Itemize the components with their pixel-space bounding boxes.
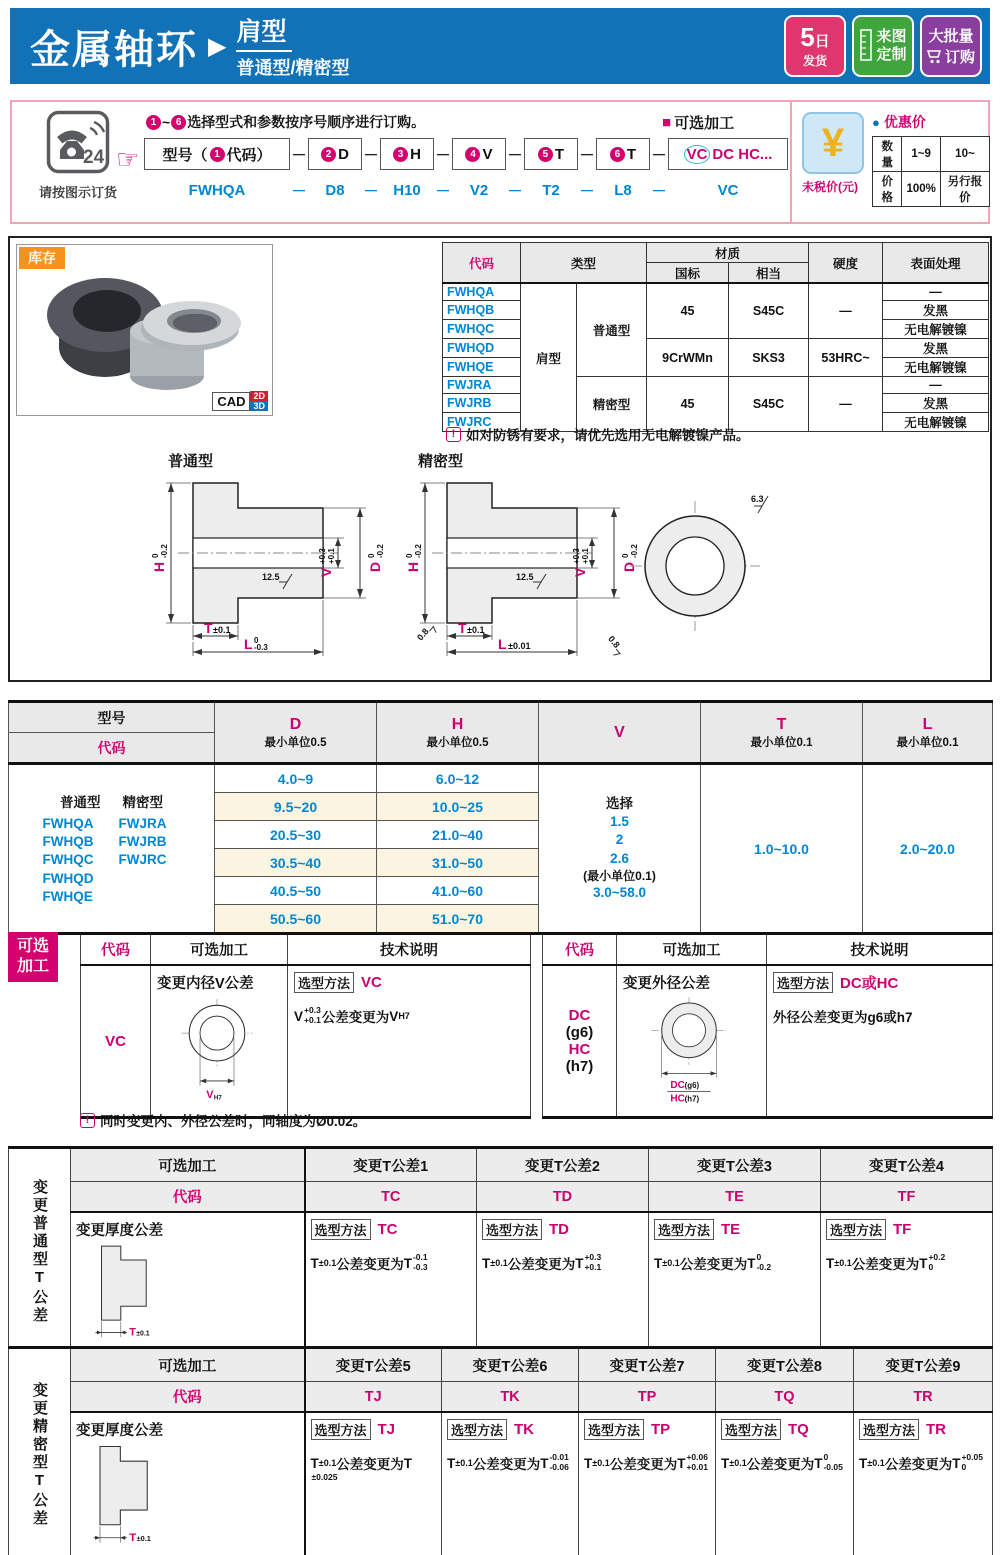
table-row (9, 1412, 993, 1555)
dash: － (435, 183, 451, 200)
code-tc: TC (305, 1182, 477, 1213)
v-unit: (最小单位0.1) (583, 868, 656, 883)
process-title: 变更内径V公差 (157, 976, 254, 992)
row-title: 变更厚度公差 (76, 1423, 163, 1439)
type-precision: 精密型 (577, 377, 647, 432)
circled-1: 1 (146, 115, 161, 130)
t-tolerance-table-precision (8, 1346, 993, 1555)
option-code-vc: VC (81, 965, 151, 1118)
ship-label: 发货 (802, 53, 827, 68)
rust-note (446, 424, 750, 444)
qty-header: 数量 (873, 137, 902, 172)
stock-badge: 库存 (19, 247, 65, 269)
svg-text:+0.3: +0.3 (318, 548, 327, 564)
discount-title (872, 112, 990, 132)
surface-treatment: 发黑 (883, 339, 989, 358)
header-d: D 最小单位0.5 (215, 702, 377, 764)
code-tq: TQ (716, 1382, 854, 1413)
svg-text:0.8: 0.8 (606, 633, 622, 650)
price-table (872, 136, 990, 207)
svg-text:D: D (621, 561, 637, 572)
svg-text:24: 24 (83, 147, 105, 168)
cad-label[interactable]: CAD (212, 392, 250, 411)
tolerance-cell: 选型方法 TC T ±0.1 公差变更为 T -0.1 -0.3 (305, 1212, 477, 1357)
header-v: V (539, 702, 701, 764)
dash: － (507, 146, 523, 164)
svg-text:V: V (206, 1088, 214, 1101)
t-tolerance-table-normal (8, 1146, 993, 1358)
material-equiv: S45C (729, 283, 809, 339)
pattern-box-h: 3 H (380, 138, 434, 170)
table-row (443, 283, 989, 301)
part-code: FWJRA (443, 377, 521, 394)
drawing-normal-type (138, 468, 388, 664)
untaxed-price-caption: 未税价(元) (802, 180, 858, 194)
svg-text:D: D (367, 561, 383, 572)
header-t7: 变更T公差7 (579, 1348, 716, 1382)
side-label-cell (9, 1348, 71, 1555)
header-t3: 变更T公差3 (649, 1148, 821, 1182)
d-range: 4.0~9 (215, 764, 377, 793)
qty-range-2: 10~ (940, 137, 989, 172)
example-d: D8 (325, 182, 345, 199)
code-tk: TK (442, 1382, 579, 1413)
header-code: 代码 (543, 934, 617, 966)
hardness: — (809, 377, 883, 432)
pattern-box-t: 5 T (524, 138, 578, 170)
svg-text:T: T (129, 1532, 137, 1545)
tolerance-cell: 选型方法 TE T ±0.1 公差变更为 T 0 -0.2 (649, 1212, 821, 1357)
header-l: L 最小单位0.1 (863, 702, 993, 764)
phone-order-block (26, 110, 130, 201)
svg-text:12.5: 12.5 (516, 572, 534, 582)
description-cell: 选型方法 VC V +0.3 +0.1 公差变更为 V H7 (288, 965, 531, 1118)
process-cell (151, 965, 288, 1118)
h-range: 31.0~50 (377, 849, 539, 877)
circled-4: 4 (465, 147, 480, 162)
circled-6: 6 (610, 147, 625, 162)
d-range: 40.5~50 (215, 877, 377, 905)
tolerance-cell: 选型方法 TR T ±0.1 公差变更为 T +0.05 0 (854, 1412, 993, 1555)
ship-day-char: 日 (814, 32, 830, 50)
custom-label-2: 定制 (876, 46, 907, 63)
dash: － (435, 146, 451, 164)
svg-text:-0.2: -0.2 (630, 544, 639, 558)
col-header-hardness: 硬度 (809, 243, 883, 284)
ruler-icon (859, 29, 873, 63)
header-description: 技术说明 (288, 934, 531, 966)
yen-icon: ¥ (802, 112, 864, 174)
example-model: FWHQA (188, 182, 246, 199)
material-gb: 45 (647, 283, 729, 339)
svg-text:±0.1: ±0.1 (467, 625, 485, 635)
drawing-label-normal: 普通型 (168, 453, 214, 470)
price-panel (790, 102, 990, 222)
subtitle-variants: 普通型/精密型 (236, 58, 350, 78)
header-code: 代码 (9, 733, 215, 764)
surface-treatment: — (883, 283, 989, 301)
part-code: FWJRC (443, 413, 521, 432)
coaxiality-note-text: 同时变更内、外径公差时，同轴度为Ø0.02。 (100, 1114, 367, 1129)
col-header-equiv: 相当 (729, 263, 809, 284)
product-photo (17, 245, 270, 413)
pattern-box-options: VC DC HC... (668, 138, 788, 170)
header-process: 可选加工 (71, 1348, 305, 1382)
pattern-box-l: 6 T (596, 138, 650, 170)
tolerance-cell: 选型方法 TQ T ±0.1 公差变更为 T 0 -0.05 (716, 1412, 854, 1555)
header-t1: 变更T公差1 (305, 1148, 477, 1182)
bore-tolerance-drawing (157, 993, 277, 1101)
example-vc: VC (717, 182, 739, 199)
table-row (543, 965, 993, 1118)
example-l: L8 (614, 182, 632, 199)
price-value-2: 另行报价 (940, 172, 989, 207)
tolerance-cell: 选型方法 TF T ±0.1 公差变更为 T +0.2 0 (821, 1212, 993, 1357)
surface-treatment: 发黑 (883, 301, 989, 320)
tolerance-cell: 选型方法 TD T ±0.1 公差变更为 T +0.3 +0.1 (477, 1212, 649, 1357)
h-range: 51.0~70 (377, 905, 539, 934)
svg-text:±0.1: ±0.1 (213, 625, 231, 635)
dash: － (291, 146, 307, 164)
dash: － (579, 183, 595, 200)
ship-days: 5 (800, 21, 815, 52)
side-label-cell (9, 1148, 71, 1357)
arrow-right-icon: ▶ (208, 32, 227, 60)
subtitle-type: 肩型 (236, 12, 292, 52)
header-description: 技术说明 (767, 934, 993, 966)
instruction-text: 选择型式和参数按序号顺序进行订购。 (187, 114, 426, 130)
header-t5: 变更T公差5 (305, 1348, 442, 1382)
phone-24-icon (46, 110, 110, 174)
header-code: 代码 (71, 1382, 305, 1413)
svg-text:0: 0 (405, 553, 414, 558)
part-code: FWHQC (443, 320, 521, 339)
table-row (81, 965, 531, 1118)
svg-text:+0.1: +0.1 (581, 548, 590, 564)
col-header-code: 代码 (443, 243, 521, 284)
method-box: 选型方法 (294, 972, 354, 993)
tilde: ~ (162, 114, 171, 130)
svg-text:V: V (572, 567, 588, 577)
header-model: 型号 (9, 702, 215, 733)
dimension-table (8, 700, 993, 935)
normal-label: 普通型 (60, 794, 101, 810)
d-range: 20.5~30 (215, 821, 377, 849)
tolerance-cell: 选型方法 TK T ±0.1 公差变更为 T -0.01 -0.06 (442, 1412, 579, 1555)
code-td: TD (477, 1182, 649, 1213)
drawing-front-view (620, 478, 800, 638)
svg-text:-0.2: -0.2 (414, 544, 423, 558)
thickness-drawing (76, 1240, 181, 1344)
material-gb: 45 (647, 377, 729, 432)
od-tolerance-drawing (623, 993, 755, 1105)
part-code: FWHQA (443, 283, 521, 301)
code-te: TE (649, 1182, 821, 1213)
header-t: T 最小单位0.1 (701, 702, 863, 764)
material-gb: 9CrWMn (647, 339, 729, 377)
optional-machining-badge: 可选 加工 (8, 932, 58, 982)
optional-machining-flag (662, 112, 734, 133)
surface-mark-left (415, 621, 438, 645)
svg-text:-0.2: -0.2 (160, 544, 169, 558)
cart-icon (927, 49, 943, 64)
page-header (10, 8, 990, 84)
svg-text:T: T (204, 620, 213, 636)
method-box: 选型方法 (773, 972, 833, 993)
pointing-hand-icon: ☞ (116, 144, 140, 174)
materials-table (442, 242, 989, 432)
l-range: 2.0~20.0 (863, 764, 993, 934)
header-code: 代码 (71, 1182, 305, 1213)
code-tj: TJ (305, 1382, 442, 1413)
circled-2: 2 (321, 147, 336, 162)
header-h: H 最小单位0.5 (377, 702, 539, 764)
dash: － (291, 183, 307, 200)
custom-label-1: 来图 (876, 28, 907, 45)
surface-treatment: 发黑 (883, 394, 989, 413)
t-range: 1.0~10.0 (701, 764, 863, 934)
part-code: FWJRB (443, 394, 521, 413)
svg-text:-0.2: -0.2 (376, 544, 385, 558)
precision-label: 精密型 (122, 794, 163, 810)
square-icon: ■ (662, 114, 672, 131)
process-cell (617, 965, 767, 1118)
svg-text:0.8: 0.8 (415, 626, 431, 643)
od-tolerance-text: 外径公差变更为g6或h7 (773, 1010, 913, 1025)
svg-text:HC: HC (670, 1093, 685, 1105)
drawing-precision-type (392, 468, 642, 664)
svg-text:+0.1: +0.1 (327, 548, 336, 564)
example-t: T2 (542, 182, 560, 199)
hardness: 53HRC~ (809, 339, 883, 377)
svg-text:0: 0 (254, 636, 259, 645)
header-process: 可选加工 (617, 934, 767, 966)
svg-text:H: H (405, 561, 421, 572)
process-title: 变更外径公差 (623, 976, 710, 992)
type-normal: 普通型 (577, 283, 647, 377)
side-label: 变更精密型T公差 (31, 1382, 48, 1528)
header-code: 代码 (81, 934, 151, 966)
svg-text:V: V (318, 567, 334, 577)
dash: － (363, 146, 379, 164)
thickness-cell (71, 1412, 305, 1555)
bulk-label-1: 大批量 (928, 28, 974, 45)
ordering-section (10, 100, 990, 224)
dot-icon: ● (872, 114, 880, 130)
example-h: H10 (393, 182, 421, 199)
custom-badge (852, 15, 914, 77)
part-code: FWHQE (443, 358, 521, 377)
col-header-material: 材质 (647, 243, 809, 263)
code-tp: TP (579, 1382, 716, 1413)
v-select-label: 选择 (606, 795, 633, 811)
row-title: 变更厚度公差 (76, 1223, 163, 1239)
table-row (9, 1212, 993, 1357)
dash: － (651, 183, 667, 200)
page-title: 金属轴环 (30, 27, 198, 72)
header-t6: 变更T公差6 (442, 1348, 579, 1382)
part-code: FWHQD (443, 339, 521, 358)
header-process: 可选加工 (151, 934, 288, 966)
pattern-box-d: 2 D (308, 138, 362, 170)
pattern-box-v: 4 V (452, 138, 506, 170)
part-code: FWHQB (443, 301, 521, 320)
svg-text:-0.3: -0.3 (254, 643, 268, 652)
header-t4: 变更T公差4 (821, 1148, 993, 1182)
qty-range-1: 1~9 (902, 137, 940, 172)
product-photo-frame (16, 244, 273, 416)
header-t9: 变更T公差9 (854, 1348, 993, 1382)
circled-6: 6 (171, 115, 186, 130)
ordering-instruction (146, 112, 425, 132)
optional-table-od (542, 932, 993, 1119)
material-equiv: S45C (729, 377, 809, 432)
svg-text:0: 0 (621, 553, 630, 558)
d-range: 30.5~40 (215, 849, 377, 877)
optional-table-bore (80, 932, 531, 1119)
surface-treatment: 无电解镀镍 (883, 413, 989, 432)
surface-treatment: 无电解镀镍 (883, 320, 989, 339)
svg-text:(h7): (h7) (684, 1094, 700, 1104)
price-header: 价格 (873, 172, 902, 207)
svg-text:DC: DC (670, 1079, 685, 1091)
bulk-badge (920, 15, 982, 77)
svg-text:0: 0 (151, 553, 160, 558)
d-range: 9.5~20 (215, 793, 377, 821)
dash: － (651, 146, 667, 164)
svg-text:0: 0 (367, 553, 376, 558)
drawing-label-precision: 精密型 (418, 453, 464, 470)
product-section (8, 236, 992, 682)
svg-text:L: L (244, 636, 253, 652)
svg-text:T: T (129, 1326, 136, 1339)
side-label: 变更普通型T公差 (31, 1179, 48, 1325)
option-code-dchc: DC (g6) HC (h7) (543, 965, 617, 1118)
bulk-label-2: 订购 (944, 49, 975, 66)
coaxiality-note (80, 1110, 366, 1130)
untaxed-price-block (792, 112, 864, 222)
code-tr: TR (854, 1382, 993, 1413)
v-range: 3.0~58.0 (593, 884, 646, 900)
circled-1: 1 (210, 147, 225, 162)
h-range: 21.0~40 (377, 821, 539, 849)
header-process: 可选加工 (71, 1148, 305, 1182)
svg-text:±0.1: ±0.1 (136, 1534, 151, 1544)
svg-text:(g6): (g6) (684, 1080, 700, 1090)
circled-3: 3 (393, 147, 408, 162)
surface-treatment: 无电解镀镍 (883, 358, 989, 377)
cad-2d-label[interactable]: 2D (250, 391, 268, 401)
svg-text:+0.3: +0.3 (572, 548, 581, 564)
dash: － (507, 183, 523, 200)
model-codes-cell: 普通型 精密型 FWHQA FWJRA FWHQB FWJRB FWHQC FWJRC FWHQD FWHQE (9, 764, 215, 934)
cad-3d-label[interactable]: 3D (250, 401, 268, 411)
type-group: 肩型 (521, 283, 577, 432)
vc-circled: VC (684, 145, 711, 164)
pattern-box-model: 型号（ 1 代码） (144, 138, 290, 170)
material-equiv: SKS3 (729, 339, 809, 377)
svg-text:12.5: 12.5 (262, 572, 280, 582)
code-tf: TF (821, 1182, 993, 1213)
method-code: DC或HC (840, 975, 899, 992)
d-range: 50.5~60 (215, 905, 377, 934)
ship-badge (784, 15, 846, 77)
rust-note-text: 如对防锈有要求，请优先选用无电解镀镍产品。 (466, 428, 750, 443)
thickness-cell (71, 1212, 305, 1357)
h-range: 41.0~60 (377, 877, 539, 905)
hardness: — (809, 283, 883, 339)
h-range: 10.0~25 (377, 793, 539, 821)
circled-5: 5 (538, 147, 553, 162)
exclamation-icon: ! (446, 427, 461, 442)
v-cell: 选择 1.5 2 2.6 (最小单位0.1) 3.0~58.0 (539, 764, 701, 934)
thickness-drawing (76, 1440, 181, 1550)
svg-text:6.3: 6.3 (751, 494, 764, 504)
header-t2: 变更T公差2 (477, 1148, 649, 1182)
dash: － (579, 146, 595, 164)
tolerance-cell: 选型方法 TJ T ±0.1 公差变更为 T ±0.025 (305, 1412, 442, 1555)
svg-text:H7: H7 (213, 1094, 222, 1101)
tolerance-cell: 选型方法 TP T ±0.1 公差变更为 T +0.06 +0.01 (579, 1412, 716, 1555)
description-cell (767, 965, 993, 1118)
svg-text:L: L (498, 636, 507, 652)
svg-text:T: T (458, 620, 467, 636)
exclamation-icon: ! (80, 1113, 95, 1128)
cad-badge[interactable] (212, 391, 268, 411)
svg-text:H: H (151, 561, 167, 572)
method-code: VC (361, 974, 382, 991)
example-v: V2 (469, 182, 489, 199)
col-header-type: 类型 (521, 243, 647, 284)
header-t8: 变更T公差8 (716, 1348, 854, 1382)
surface-treatment: — (883, 377, 989, 394)
col-header-gb: 国标 (647, 263, 729, 284)
price-value-1: 100% (902, 172, 940, 207)
col-header-surface: 表面处理 (883, 243, 989, 284)
part-number-pattern (144, 138, 788, 201)
header-badges (784, 15, 982, 77)
svg-text:±0.1: ±0.1 (136, 1330, 150, 1338)
phone-caption: 请按图示订货 (38, 185, 117, 200)
subtitle-block (236, 12, 349, 80)
discount-label: 优惠价 (883, 114, 926, 130)
h-range: 6.0~12 (377, 764, 539, 793)
svg-text:±0.01: ±0.01 (508, 641, 531, 651)
dash: － (363, 183, 379, 200)
table-row (9, 764, 993, 793)
optional-machining-label: 可选加工 (674, 115, 735, 132)
